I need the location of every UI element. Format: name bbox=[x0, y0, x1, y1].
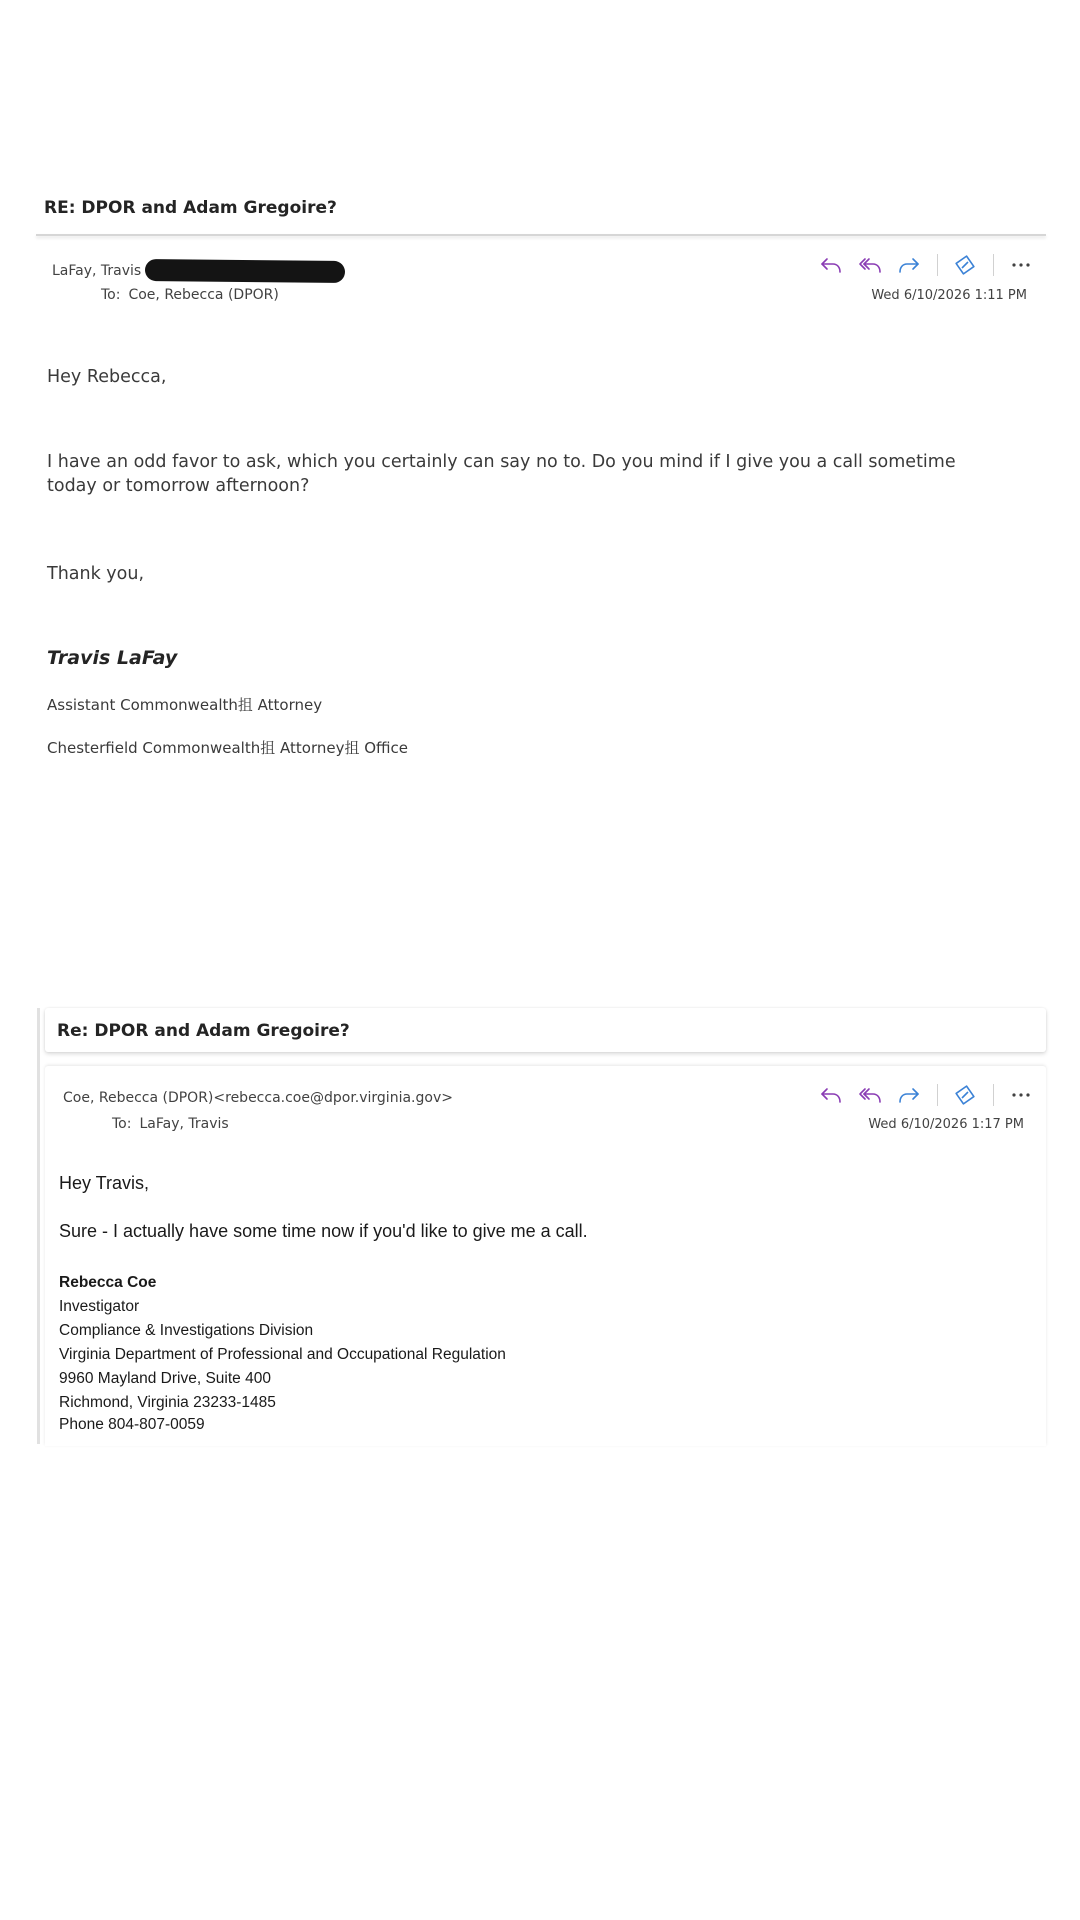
tag-button[interactable] bbox=[952, 252, 978, 278]
reply-icon bbox=[820, 256, 842, 274]
email2-sender[interactable]: Coe, Rebecca (DPOR)<rebecca.coe@dpor.virginia.gov> bbox=[63, 1090, 453, 1106]
email2-signature bbox=[59, 1271, 506, 1437]
email1-signature-office: Chesterfield Commonwealth抯 Attorney抯 Office bbox=[47, 739, 409, 757]
action-separator bbox=[937, 254, 938, 276]
email1-recipients bbox=[101, 287, 279, 303]
action-separator bbox=[993, 254, 994, 276]
email2-signature-title: Investigator bbox=[59, 1298, 140, 1315]
email2-date: Wed 6/10/2026 1:17 PM bbox=[868, 1117, 1024, 1132]
forward-icon bbox=[898, 256, 920, 274]
action-separator bbox=[937, 1084, 938, 1106]
reply-all-icon bbox=[858, 256, 882, 274]
email2-body: Sure - I actually have some time now if you'd like to give me a call. bbox=[59, 1221, 588, 1241]
forward-button[interactable] bbox=[896, 252, 922, 278]
email1-body: I have an odd favor to ask, which you certainly can say no to. Do you mind if I give you a call sometime today or tomorrow afternoon? bbox=[47, 452, 956, 496]
email1-header-divider bbox=[36, 234, 1046, 236]
email2-signature-address2: Richmond, Virginia 23233-1485 bbox=[59, 1394, 276, 1411]
reply-all-button[interactable] bbox=[857, 1082, 883, 1108]
reply-all-icon bbox=[858, 1086, 882, 1104]
to-label: To: bbox=[101, 287, 121, 303]
action-separator bbox=[993, 1084, 994, 1106]
reply-icon bbox=[820, 1086, 842, 1104]
email2-action-bar bbox=[818, 1082, 1034, 1108]
email2-signature-address1: 9960 Mayland Drive, Suite 400 bbox=[59, 1370, 271, 1387]
reply-button[interactable] bbox=[818, 252, 844, 278]
email1-sender-name: LaFay, Travis bbox=[52, 263, 142, 279]
redaction-mark bbox=[145, 259, 345, 283]
tag-button[interactable] bbox=[952, 1082, 978, 1108]
to-label: To: bbox=[112, 1116, 132, 1132]
thread-indicator-bar bbox=[37, 1008, 40, 1444]
reply-button[interactable] bbox=[818, 1082, 844, 1108]
email2-signature-name: Rebecca Coe bbox=[59, 1274, 157, 1291]
email1-recipient[interactable]: Coe, Rebecca (DPOR) bbox=[128, 287, 279, 303]
more-icon bbox=[1011, 262, 1031, 268]
email2-signature-phone: Phone 804-807-0059 bbox=[59, 1416, 205, 1433]
email1-signature-title: Assistant Commonwealth抯 Attorney bbox=[47, 696, 323, 714]
email1-date: Wed 6/10/2026 1:11 PM bbox=[871, 288, 1027, 303]
tag-icon bbox=[954, 1084, 976, 1106]
more-actions-button[interactable] bbox=[1008, 1082, 1034, 1108]
email2-signature-department: Virginia Department of Professional and Occupational Regulation bbox=[59, 1346, 506, 1363]
email1-greeting: Hey Rebecca, bbox=[47, 367, 167, 387]
email2-subject: Re: DPOR and Adam Gregoire? bbox=[57, 1021, 350, 1041]
forward-icon bbox=[898, 1086, 920, 1104]
email2-subject-card bbox=[45, 1008, 1046, 1052]
more-actions-button[interactable] bbox=[1008, 252, 1034, 278]
email1-action-bar bbox=[818, 252, 1034, 278]
reply-all-button[interactable] bbox=[857, 252, 883, 278]
email1-sender[interactable] bbox=[52, 260, 345, 282]
forward-button[interactable] bbox=[896, 1082, 922, 1108]
email2-signature-division: Compliance & Investigations Division bbox=[59, 1322, 314, 1339]
more-icon bbox=[1011, 1092, 1031, 1098]
tag-icon bbox=[954, 254, 976, 276]
email2-greeting: Hey Travis, bbox=[59, 1173, 150, 1193]
email2-recipients bbox=[112, 1116, 229, 1132]
email1-closing: Thank you, bbox=[47, 564, 145, 584]
email1-signature-name: Travis LaFay bbox=[47, 647, 178, 669]
email2-recipient[interactable]: LaFay, Travis bbox=[139, 1116, 229, 1132]
email1-subject: RE: DPOR and Adam Gregoire? bbox=[44, 198, 337, 218]
